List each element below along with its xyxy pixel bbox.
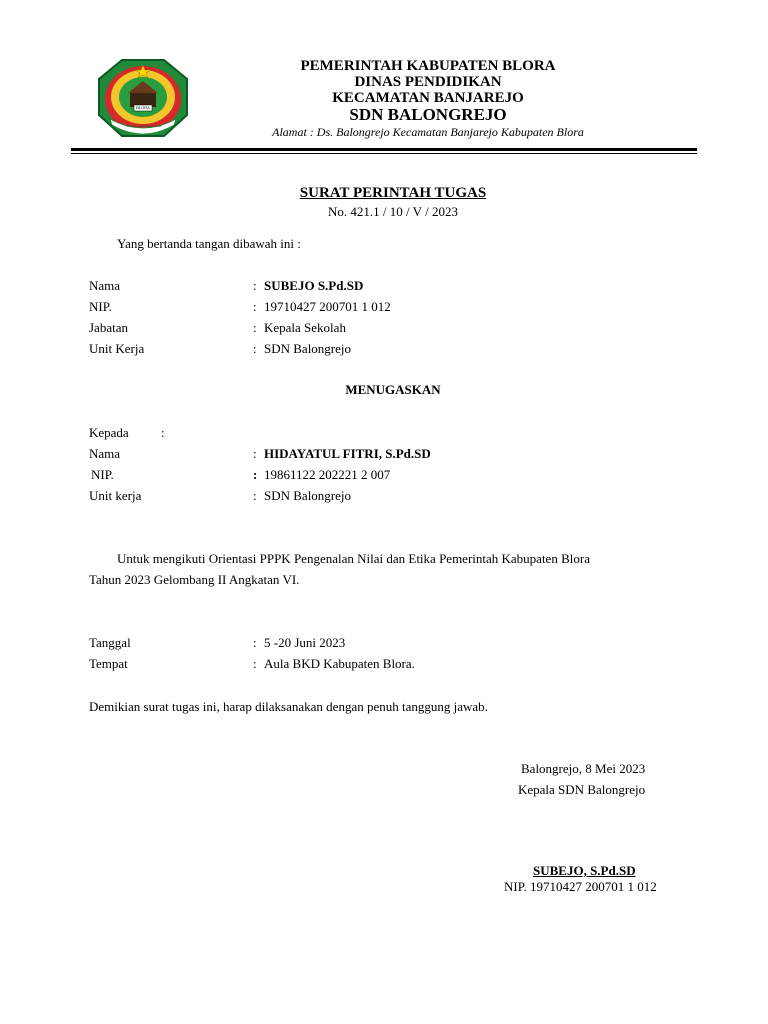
signature-place-date: Balongrejo, 8 Mei 2023 xyxy=(521,761,646,776)
letter-number: No. 421.1 / 10 / V / 2023 xyxy=(328,204,458,219)
signer-position-value: Kepala Sekolah xyxy=(264,320,346,335)
signer-name-value: SUBEJO S.Pd.SD xyxy=(264,278,364,293)
letterhead-government: PEMERINTAH KABUPATEN BLORA xyxy=(300,58,556,74)
colon: : xyxy=(253,299,257,314)
colon: : xyxy=(253,467,258,482)
intro-text: Yang bertanda tangan dibawah ini : xyxy=(117,236,301,251)
place-value: Aula BKD Kabupaten Blora. xyxy=(264,656,415,671)
letter-title: SURAT PERINTAH TUGAS xyxy=(299,185,487,201)
assignee-name-value: HIDAYATUL FITRI, S.Pd.SD xyxy=(264,446,431,461)
letterhead-department: DINAS PENDIDIKAN xyxy=(354,74,502,90)
letterhead-address: Alamat : Ds. Balongrejo Kecamatan Banjarejo Kabupaten Blora xyxy=(272,125,584,139)
colon: : xyxy=(253,446,257,461)
signature-nip: NIP. 19710427 200701 1 012 xyxy=(504,879,657,894)
signer-nip-value: 19710427 200701 1 012 xyxy=(264,299,391,314)
kepada-colon: : xyxy=(161,425,165,440)
signer-name-label: Nama xyxy=(89,278,121,293)
signature-position: Kepala SDN Balongrejo xyxy=(518,782,646,797)
assignee-name-label: Nama xyxy=(89,446,121,461)
place-label: Tempat xyxy=(89,656,128,671)
closing-text: Demikian surat tugas ini, harap dilaksanakan dengan penuh tanggung jawab. xyxy=(89,699,488,714)
date-label: Tanggal xyxy=(89,635,131,650)
kepada-label: Kepada xyxy=(89,425,129,440)
purpose-line-2: Tahun 2023 Gelombang II Angkatan VI. xyxy=(89,572,300,587)
date-value: 5 -20 Juni 2023 xyxy=(264,635,346,650)
signer-position-label: Jabatan xyxy=(89,320,128,335)
assignee-unit-value: SDN Balongrejo xyxy=(264,488,352,503)
assignee-unit-label: Unit kerja xyxy=(89,488,142,503)
colon: : xyxy=(253,656,257,671)
assignee-nip-label: NIP. xyxy=(91,467,114,482)
purpose-line-1: Untuk mengikuti Orientasi PPPK Pengenalan Nilai dan Etika Pemerintah Kabupaten Blora xyxy=(117,551,590,566)
signer-unit-label: Unit Kerja xyxy=(89,341,145,356)
signer-nip-label: NIP. xyxy=(89,299,112,314)
colon: : xyxy=(253,635,257,650)
colon: : xyxy=(253,320,257,335)
colon: : xyxy=(253,488,257,503)
letterhead-subdistrict: KECAMATAN BANJAREJO xyxy=(332,90,524,106)
logo-banner-text: BLORA xyxy=(136,105,150,110)
colon: : xyxy=(253,278,257,293)
district-logo xyxy=(96,57,190,139)
signer-unit-value: SDN Balongrejo xyxy=(264,341,352,356)
letterhead-rule-thick xyxy=(71,148,697,151)
letterhead-school: SDN BALONGREJO xyxy=(349,105,507,124)
logo-motto-text: Mustika Jaya Wiraya Mukti xyxy=(126,124,162,128)
assignee-nip-value: 19861122 202221 2 007 xyxy=(264,467,391,482)
assign-heading: MENUGASKAN xyxy=(345,382,441,397)
letterhead-rule-thin xyxy=(71,153,697,154)
signature-name: SUBEJO, S.Pd.SD xyxy=(533,863,636,878)
colon: : xyxy=(253,341,257,356)
